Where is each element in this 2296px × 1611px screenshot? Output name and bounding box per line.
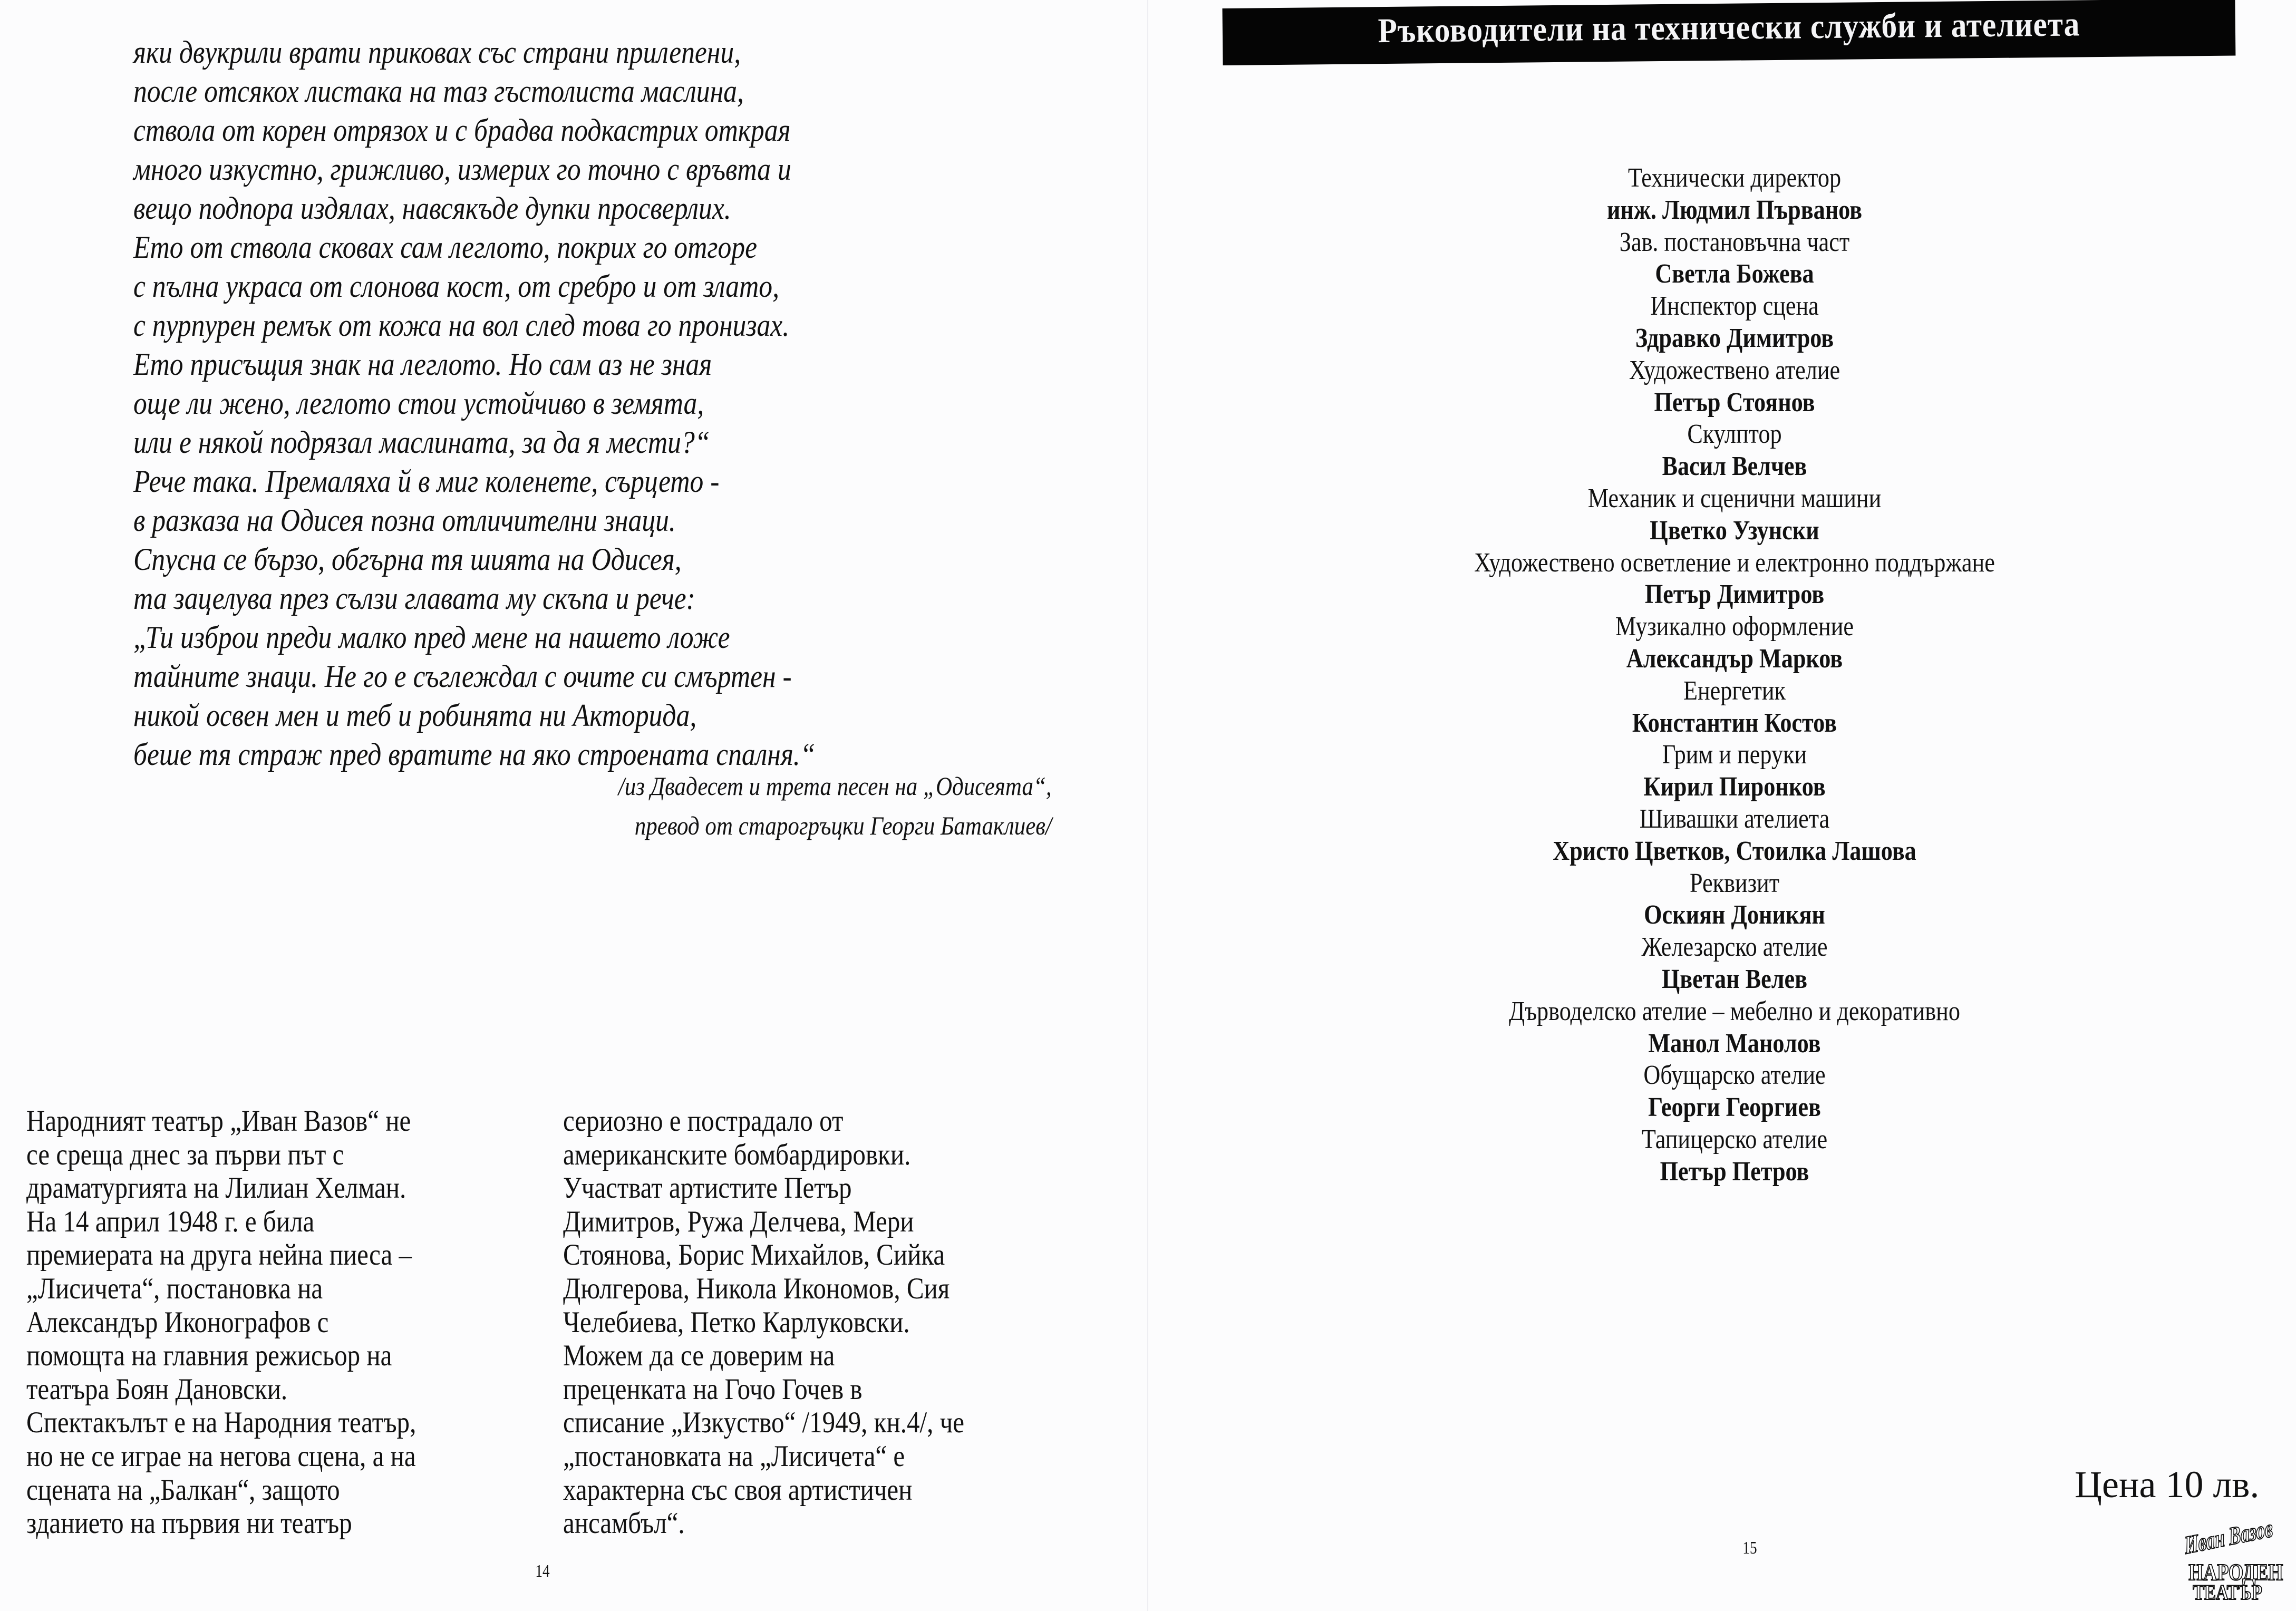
roster-role: Шивашки ателиета bbox=[1639, 803, 1830, 834]
page-number-left: 14 bbox=[535, 1561, 550, 1581]
section-title: Ръководители на технически служби и ателиета bbox=[1378, 5, 2080, 51]
page-fold bbox=[1147, 0, 1148, 1611]
section-header-bar bbox=[1222, 0, 2235, 65]
article-line: ансамбъл“. bbox=[563, 1507, 685, 1540]
roster-role: Музикално оформление bbox=[1615, 612, 1854, 642]
verse-line: ствола от корен отрязох и с брадва подкастрих открая bbox=[133, 113, 791, 148]
article-line: списание „Изкуство“ /1949, кн.4/, че bbox=[563, 1406, 965, 1440]
article-line: Челебиева, Петко Карлуковски. bbox=[563, 1305, 910, 1339]
staff-roster bbox=[1392, 162, 2077, 1188]
roster-role: Грим и перуки bbox=[1662, 740, 1807, 770]
roster-name: Светла Божева bbox=[1655, 259, 1814, 289]
article-line: Димитров, Ружа Делчева, Мери bbox=[563, 1205, 914, 1238]
roster-role: Дърводелско ателие – мебелно и декоративно bbox=[1509, 996, 1960, 1026]
article-line: Участват артистите Петър bbox=[563, 1171, 852, 1205]
roster-role: Зав. постановъчна част bbox=[1619, 227, 1850, 257]
article-line: „постановката на „Лисичета“ е bbox=[563, 1439, 905, 1473]
article-line: зданието на първия ни театър bbox=[26, 1507, 352, 1540]
verse-line: Ето от ствола сковах сам леглото, покрих го отгоре bbox=[133, 230, 757, 265]
national-theatre-logo bbox=[2180, 1514, 2283, 1604]
verse-line: Спусна се бързо, обгърна тя шията на Одисея, bbox=[133, 542, 682, 577]
roster-name: Александър Марков bbox=[1626, 643, 1843, 674]
roster-role: Железарско ателие bbox=[1641, 932, 1828, 963]
article-line: се среща днес за първи път с bbox=[26, 1138, 344, 1171]
verse-line: беше тя страж пред вратите на яко строената спалня.“ bbox=[133, 737, 816, 772]
article-line: Александър Иконографов с bbox=[26, 1305, 329, 1339]
article-line: Народният театър „Иван Вазов“ не bbox=[26, 1104, 411, 1138]
roster-role: Скулптор bbox=[1687, 419, 1782, 450]
roster-name: Петър Стоянов bbox=[1654, 387, 1815, 418]
roster-role: Технически директор bbox=[1627, 163, 1842, 193]
verse-line: вещо подпора издялах, навсякъде дупки просверлих. bbox=[133, 191, 731, 226]
verse-line: та зацелува през сълзи главата му скъпа и рече: bbox=[133, 581, 695, 616]
logo-script-text: Иван Вазов bbox=[2183, 1514, 2274, 1560]
roster-name: Оскиян Доникян bbox=[1644, 900, 1825, 930]
roster-role: Инспектор сцена bbox=[1650, 291, 1819, 322]
roster-name: Георги Георгиев bbox=[1648, 1092, 1821, 1123]
logo-line-1: НАРОДЕН bbox=[2188, 1559, 2283, 1585]
article-line: На 14 април 1948 г. е била bbox=[26, 1205, 315, 1238]
verse-block bbox=[133, 33, 1082, 774]
verse-line: Ето присъщия знак на леглото. Но сам аз не зная bbox=[133, 347, 712, 382]
roster-name: Васил Велчев bbox=[1662, 451, 1807, 482]
verse-line: още ли жено, леглото стои устойчиво в земята, bbox=[133, 386, 704, 421]
roster-role: Художествено ателие bbox=[1629, 355, 1840, 385]
roster-role: Механик и сценични машини bbox=[1587, 483, 1882, 513]
page-number-right: 15 bbox=[1742, 1538, 1757, 1558]
verse-line: с пълна украса от слонова кост, от сребро и от злато, bbox=[133, 269, 780, 304]
article-line: „Лисичета“, постановка на bbox=[26, 1272, 323, 1305]
verse-line: с пурпурен ремък от кожа на вол след това го пронизах. bbox=[133, 308, 790, 343]
citation-line: превод от старогръцки Георги Батаклиев/ bbox=[634, 811, 1052, 840]
verse-line: никой освен мен и теб и робинята ни Акторида, bbox=[133, 698, 697, 733]
article-line: сцената на „Балкан“, защото bbox=[26, 1473, 340, 1507]
roster-name: Кирил Пиронков bbox=[1643, 772, 1826, 802]
article-line: Стоянова, Борис Михайлов, Сийка bbox=[563, 1238, 945, 1272]
article-line: Можем да се доверим на bbox=[563, 1339, 835, 1373]
verse-line: „Ти изброи преди малко пред мене на нашето ложе bbox=[133, 620, 730, 655]
roster-name: Христо Цветков, Стоилка Лашова bbox=[1553, 836, 1916, 866]
roster-role: Обущарско ателие bbox=[1643, 1060, 1826, 1091]
article-line: Дюлгерова, Никола Икономов, Сия bbox=[563, 1272, 950, 1305]
roster-name: Здравко Димитров bbox=[1635, 323, 1834, 353]
roster-role: Реквизит bbox=[1689, 868, 1780, 898]
article-line: преценката на Гочо Гочев в bbox=[563, 1372, 863, 1406]
article-line: премиерата на друга нейна пиеса – bbox=[26, 1238, 412, 1272]
article-line: но не се играе на негова сцена, а на bbox=[26, 1439, 416, 1473]
verse-line: в разказа на Одисея позна отличителни знаци. bbox=[133, 503, 676, 538]
verse-line: Рече така. Премаляха й в миг коленете, сърцето - bbox=[133, 464, 720, 499]
roster-role: Художествено осветление и електронно поддържане bbox=[1474, 547, 1995, 578]
article-line: сериозно е пострадало от bbox=[563, 1104, 844, 1138]
roster-role: Енергетик bbox=[1683, 675, 1786, 706]
logo-line-2: ТЕАТЪР bbox=[2193, 1580, 2262, 1604]
article-line: помощта на главния режисьор на bbox=[26, 1339, 392, 1373]
verse-line: или е някой подрязал маслината, за да я мести?“ bbox=[133, 425, 710, 460]
roster-name: Петър Петров bbox=[1660, 1156, 1809, 1187]
roster-name: Константин Костов bbox=[1632, 707, 1837, 738]
roster-name: инж. Людмил Първанов bbox=[1606, 195, 1863, 225]
roster-role: Тапицерско ателие bbox=[1641, 1124, 1828, 1154]
roster-name: Цветан Велев bbox=[1661, 964, 1808, 994]
article-line: американските бомбардировки. bbox=[563, 1138, 911, 1171]
article-column-2 bbox=[563, 1104, 964, 1540]
citation-line: /из Двадесет и трета песен на „Одисеята“, bbox=[618, 771, 1052, 801]
article-line: театъра Боян Дановски. bbox=[26, 1372, 288, 1406]
price-label: Цена 10 лв. bbox=[2075, 1463, 2260, 1506]
roster-name: Петър Димитров bbox=[1644, 579, 1825, 610]
roster-name: Манол Манолов bbox=[1648, 1028, 1821, 1059]
roster-name: Цветко Узунски bbox=[1650, 515, 1819, 546]
article-line: характерна със своя артистичен bbox=[563, 1473, 913, 1507]
verse-line: тайните знаци. Не го е съглеждал с очите си смъртен - bbox=[133, 659, 792, 694]
article-line: Спектакълът е на Народния театър, bbox=[26, 1406, 416, 1440]
article-line: драматургията на Лилиан Хелман. bbox=[26, 1171, 406, 1205]
verse-line: после отсякох листака на таз гъстолиста маслина, bbox=[133, 74, 744, 109]
verse-line: много изкустно, грижливо, измерих го точно с връвта и bbox=[133, 152, 791, 187]
verse-line: яки двукрили врати приковах със страни прилепени, bbox=[133, 35, 741, 70]
article-column-1 bbox=[26, 1104, 416, 1540]
